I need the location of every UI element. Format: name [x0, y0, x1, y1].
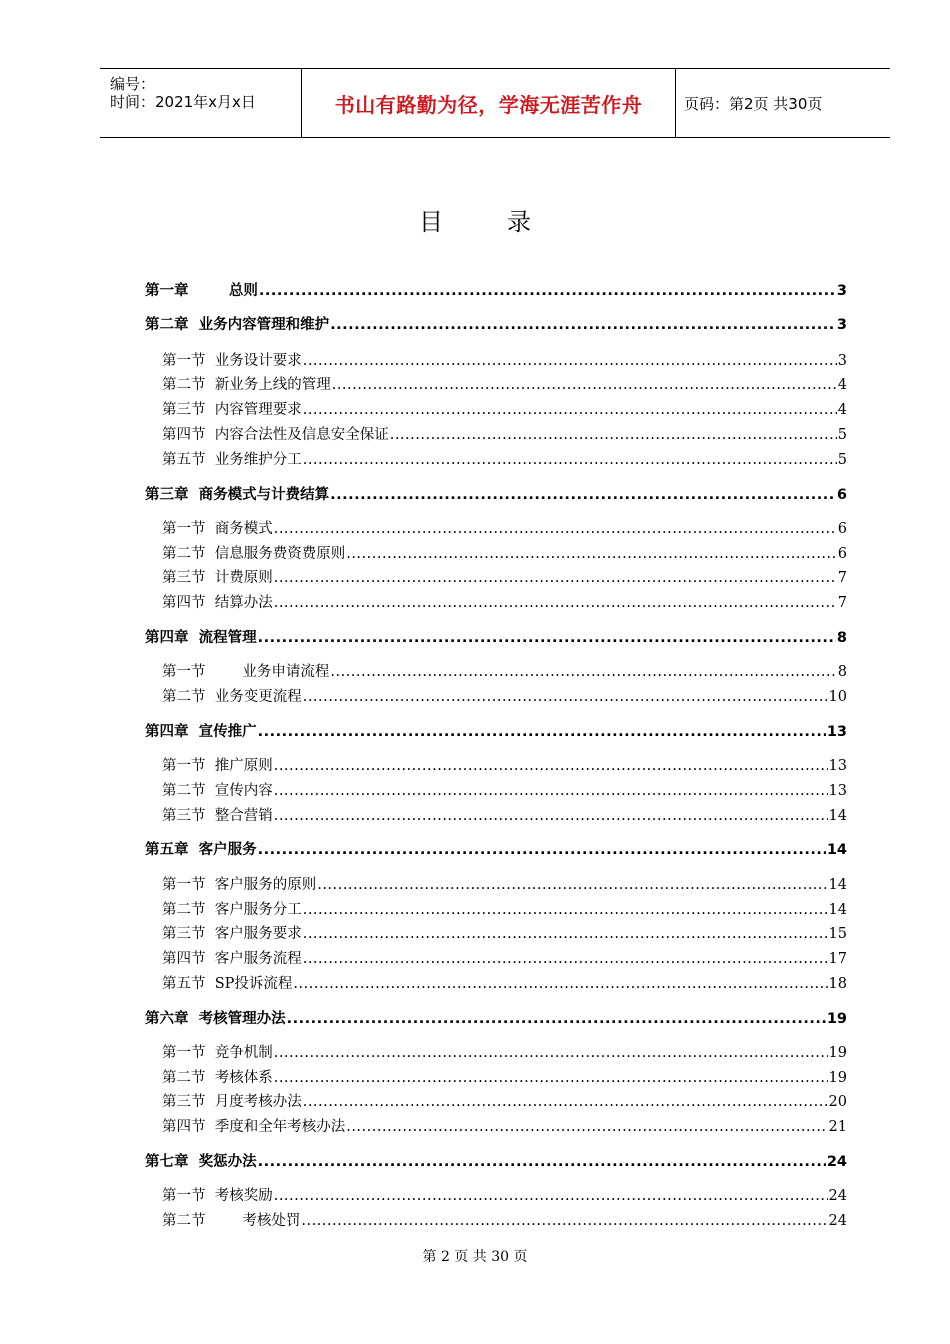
- toc-entry-page-number: 15: [828, 926, 847, 942]
- toc-section-entry[interactable]: [162, 684, 847, 706]
- toc-entry-page-number: 14: [828, 808, 847, 824]
- toc-entry-label: 第一节 业务申请流程: [162, 664, 330, 680]
- toc-section-entry[interactable]: [162, 1114, 847, 1136]
- toc-entry-page-number: 6: [837, 546, 847, 562]
- toc-section-entry[interactable]: [162, 565, 847, 587]
- toc-dot-leader: [346, 545, 837, 563]
- toc-entry-label: 第四节 结算办法: [162, 595, 273, 611]
- toc-entry-page-number: 14: [828, 902, 847, 918]
- toc-dot-leader: [303, 925, 828, 943]
- toc-section-entry[interactable]: [162, 372, 847, 394]
- toc-entry-page-number: 14: [826, 842, 847, 858]
- toc-dot-leader: [301, 1212, 827, 1230]
- toc-entry-page-number: 5: [837, 452, 847, 468]
- toc-dot-leader: [274, 1069, 828, 1087]
- toc-dot-leader: [332, 376, 837, 394]
- toc-dot-leader: [274, 1044, 828, 1062]
- toc-section-entry[interactable]: [162, 590, 847, 612]
- toc-section-entry[interactable]: [162, 971, 847, 993]
- toc-chapter-entry[interactable]: [145, 625, 847, 647]
- toc-entry-page-number: 14: [828, 877, 847, 893]
- toc-section-entry[interactable]: [162, 516, 847, 538]
- toc-section-entry[interactable]: [162, 348, 847, 370]
- toc-dot-leader: [258, 723, 826, 741]
- toc-entry-page-number: 19: [828, 1070, 847, 1086]
- toc-entry-page-number: 20: [828, 1094, 847, 1110]
- toc-dot-leader: [317, 876, 827, 894]
- toc-entry-page-number: 4: [837, 377, 847, 393]
- toc-entry-page-number: 6: [836, 487, 847, 503]
- toc-dot-leader: [287, 1010, 826, 1028]
- toc-section-entry[interactable]: [162, 1208, 847, 1230]
- toc-entry-page-number: 13: [828, 783, 847, 799]
- toc-entry-page-number: 19: [826, 1011, 847, 1027]
- toc-section-entry[interactable]: [162, 897, 847, 919]
- toc-entry-page-number: 8: [836, 630, 847, 646]
- toc-dot-leader: [258, 841, 826, 859]
- toc-entry-page-number: 13: [826, 724, 847, 740]
- toc-dot-leader: [274, 807, 828, 825]
- toc-dot-leader: [303, 688, 828, 706]
- toc-dot-leader: [303, 451, 837, 469]
- toc-dot-leader: [303, 950, 828, 968]
- toc-entry-label: 第二节 业务变更流程: [162, 689, 302, 705]
- toc-dot-leader: [274, 1187, 828, 1205]
- toc-entry-label: 第二节 新业务上线的管理: [162, 377, 331, 393]
- toc-entry-label: 第五节 业务维护分工: [162, 452, 302, 468]
- toc-section-entry[interactable]: [162, 659, 847, 681]
- toc-entry-label: 第一节 推广原则: [162, 758, 273, 774]
- page-header: [100, 68, 890, 138]
- toc-entry-page-number: 5: [837, 427, 847, 443]
- toc-entry-page-number: 18: [828, 976, 847, 992]
- toc-section-entry[interactable]: [162, 541, 847, 563]
- toc-entry-page-number: 24: [828, 1213, 847, 1229]
- header-motto: [301, 69, 676, 137]
- toc-entry-page-number: 24: [826, 1154, 847, 1170]
- toc-entry-page-number: 21: [828, 1119, 847, 1135]
- toc-dot-leader: [274, 520, 837, 538]
- toc-dot-leader: [258, 629, 836, 647]
- toc-entry-label: 第一节 竞争机制: [162, 1045, 273, 1061]
- toc-dot-leader: [303, 901, 828, 919]
- toc-entry-page-number: 8: [837, 664, 847, 680]
- toc-dot-leader: [330, 663, 836, 681]
- toc-section-entry[interactable]: [162, 1089, 847, 1111]
- toc-entry-label: 第四节 客户服务流程: [162, 951, 302, 967]
- toc-entry-page-number: 13: [828, 758, 847, 774]
- toc-entry-label: 第五节 SP投诉流程: [162, 976, 293, 992]
- toc-section-entry[interactable]: [162, 1040, 847, 1062]
- toc-section-entry[interactable]: [162, 1183, 847, 1205]
- toc-entry-label: 第四章 流程管理: [145, 630, 257, 646]
- motto-text: 书山有路勤为径，学海无涯苦作舟: [334, 92, 643, 117]
- toc-entry-label: 第四节 季度和全年考核办法: [162, 1119, 346, 1135]
- header-meta: [100, 69, 300, 137]
- toc-chapter-entry[interactable]: [145, 1149, 847, 1171]
- toc-dot-leader: [390, 426, 837, 444]
- toc-entry-label: 第五章 客户服务: [145, 842, 257, 858]
- toc-entry-label: 第一节 考核奖励: [162, 1188, 273, 1204]
- toc-entry-label: 第四节 内容合法性及信息安全保证: [162, 427, 389, 443]
- toc-entry-label: 第三节 月度考核办法: [162, 1094, 302, 1110]
- toc-entry-page-number: 24: [828, 1188, 847, 1204]
- toc-entry-label: 第三章 商务模式与计费结算: [145, 487, 330, 503]
- toc-chapter-entry[interactable]: [145, 278, 847, 300]
- toc-entry-page-number: 3: [836, 283, 847, 299]
- title-text: 目录: [419, 208, 595, 236]
- toc-section-entry[interactable]: [162, 872, 847, 894]
- toc-entry-label: 第二章 业务内容管理和维护: [145, 317, 330, 333]
- time-label: 时间：2021年x月x日: [110, 93, 256, 111]
- number-label: 编号：: [110, 75, 156, 93]
- toc-entry-label: 第一章 总则: [145, 283, 258, 299]
- toc-entry-page-number: 3: [836, 317, 847, 333]
- toc-entry-label: 第三节 客户服务要求: [162, 926, 302, 942]
- toc-dot-leader: [274, 782, 828, 800]
- toc-entry-page-number: 10: [828, 689, 847, 705]
- toc-dot-leader: [330, 316, 836, 334]
- toc-entry-page-number: 17: [828, 951, 847, 967]
- toc-chapter-entry[interactable]: [145, 837, 847, 859]
- toc-dot-leader: [274, 594, 837, 612]
- toc-section-entry[interactable]: [162, 397, 847, 419]
- toc-section-entry[interactable]: [162, 1065, 847, 1087]
- toc-entry-label: 第一节 业务设计要求: [162, 353, 302, 369]
- toc-section-entry[interactable]: [162, 447, 847, 469]
- toc-section-entry[interactable]: [162, 803, 847, 825]
- page-info-text: 页码：第2页 共30页: [684, 94, 823, 113]
- toc-dot-leader: [303, 1093, 828, 1111]
- toc-entry-label: 第三节 内容管理要求: [162, 402, 302, 418]
- toc-entry-label: 第二节 信息服务费资费原则: [162, 546, 346, 562]
- toc-entry-page-number: 7: [837, 570, 847, 586]
- toc-dot-leader: [293, 975, 827, 993]
- toc-chapter-entry[interactable]: [145, 482, 847, 504]
- toc-section-entry[interactable]: [162, 422, 847, 444]
- toc-entry-label: 第二节 客户服务分工: [162, 902, 302, 918]
- toc-entry-page-number: 3: [837, 353, 847, 369]
- toc-entry-page-number: 4: [837, 402, 847, 418]
- toc-entry-page-number: 6: [837, 521, 847, 537]
- toc-dot-leader: [258, 1153, 826, 1171]
- toc-entry-label: 第七章 奖惩办法: [145, 1154, 257, 1170]
- toc-entry-label: 第四章 宣传推广: [145, 724, 257, 740]
- toc-section-entry[interactable]: [162, 778, 847, 800]
- header-page-info: [676, 69, 890, 137]
- toc-entry-label: 第三节 计费原则: [162, 570, 273, 586]
- toc-dot-leader: [330, 486, 836, 504]
- toc-entry-label: 第二节 考核体系: [162, 1070, 273, 1086]
- toc-section-entry[interactable]: [162, 946, 847, 968]
- toc-dot-leader: [274, 757, 828, 775]
- toc-dot-leader: [346, 1118, 827, 1136]
- toc-dot-leader: [303, 401, 837, 419]
- page-footer: 第 2 页 共 30 页: [422, 1249, 528, 1265]
- toc-entry-label: 第三节 整合营销: [162, 808, 273, 824]
- toc-dot-leader: [274, 569, 837, 587]
- toc-entry-page-number: 19: [828, 1045, 847, 1061]
- toc-chapter-entry[interactable]: [145, 719, 847, 741]
- toc-entry-label: 第二节 宣传内容: [162, 783, 273, 799]
- toc-entry-label: 第一节 客户服务的原则: [162, 877, 317, 893]
- toc-section-entry[interactable]: [162, 921, 847, 943]
- toc-entry-label: 第一节 商务模式: [162, 521, 273, 537]
- toc-entry-label: 第六章 考核管理办法: [145, 1011, 286, 1027]
- toc-dot-leader: [259, 282, 836, 300]
- toc-chapter-entry[interactable]: [145, 1006, 847, 1028]
- toc-section-entry[interactable]: [162, 753, 847, 775]
- page-title: [0, 202, 950, 237]
- toc-dot-leader: [303, 352, 837, 370]
- toc-chapter-entry[interactable]: [145, 312, 847, 334]
- toc-entry-label: 第二节 考核处罚: [162, 1213, 301, 1229]
- toc-entry-page-number: 7: [837, 595, 847, 611]
